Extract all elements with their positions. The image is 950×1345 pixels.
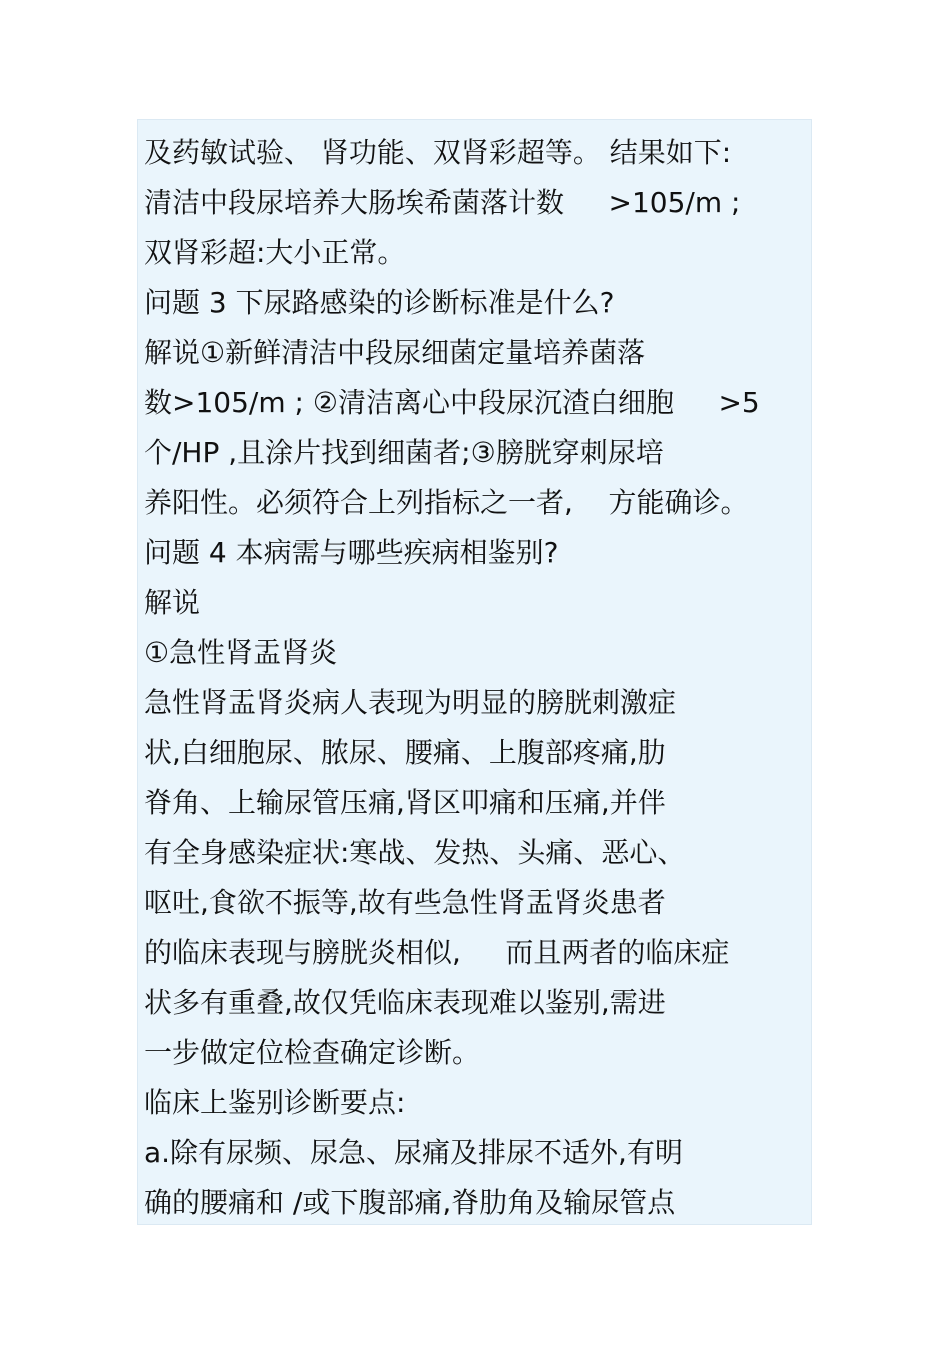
text-line: 一步做定位检查确定诊断。 — [144, 1036, 481, 1069]
text-line: 清洁中段尿培养大肠埃希菌落计数 >105/m ; — [144, 186, 741, 219]
text-line: 急性肾盂肾炎病人表现为明显的膀胱刺激症 — [144, 686, 677, 719]
subheading: ①急性肾盂肾炎 — [144, 636, 338, 669]
text-line: 双肾彩超:大小正常。 — [144, 236, 406, 269]
text-line: 数>105/m ; ②清洁离心中段尿沉渣白细胞 >5 — [144, 386, 760, 419]
text-line: 解说 — [144, 586, 201, 619]
question-heading: 问题 4 本病需与哪些疾病相鉴别? — [144, 536, 559, 569]
text-line: 状多有重叠,故仅凭临床表现难以鉴别,需进 — [144, 986, 666, 1019]
subheading: 临床上鉴别诊断要点: — [144, 1086, 406, 1119]
text-line: 有全身感染症状:寒战、发热、头痛、恶心、 — [144, 836, 686, 869]
text-line: 脊角、上输尿管压痛,肾区叩痛和压痛,并伴 — [144, 786, 666, 819]
text-line: 个/HP ,且涂片找到细菌者;③膀胱穿刺尿培 — [144, 436, 664, 469]
text-line: a.除有尿频、尿急、尿痛及排尿不适外,有明 — [144, 1136, 683, 1169]
document-text — [144, 128, 812, 1228]
text-line: 的临床表现与膀胱炎相似, 而且两者的临床症 — [144, 936, 730, 969]
question-heading: 问题 3 下尿路感染的诊断标准是什么? — [144, 286, 615, 319]
text-line: 确的腰痛和 /或下腹部痛,脊肋角及输尿管点 — [144, 1186, 676, 1219]
text-line: 养阳性。必须符合上列指标之一者, 方能确诊。 — [144, 486, 749, 519]
text-line: 解说①新鲜清洁中段尿细菌定量培养菌落 — [144, 336, 646, 369]
text-line: 呕吐,食欲不振等,故有些急性肾盂肾炎患者 — [144, 886, 666, 919]
text-line: 状,白细胞尿、脓尿、腰痛、上腹部疼痛,肋 — [144, 736, 666, 769]
text-line: 及药敏试验、 肾功能、双肾彩超等。 结果如下: — [144, 136, 732, 169]
